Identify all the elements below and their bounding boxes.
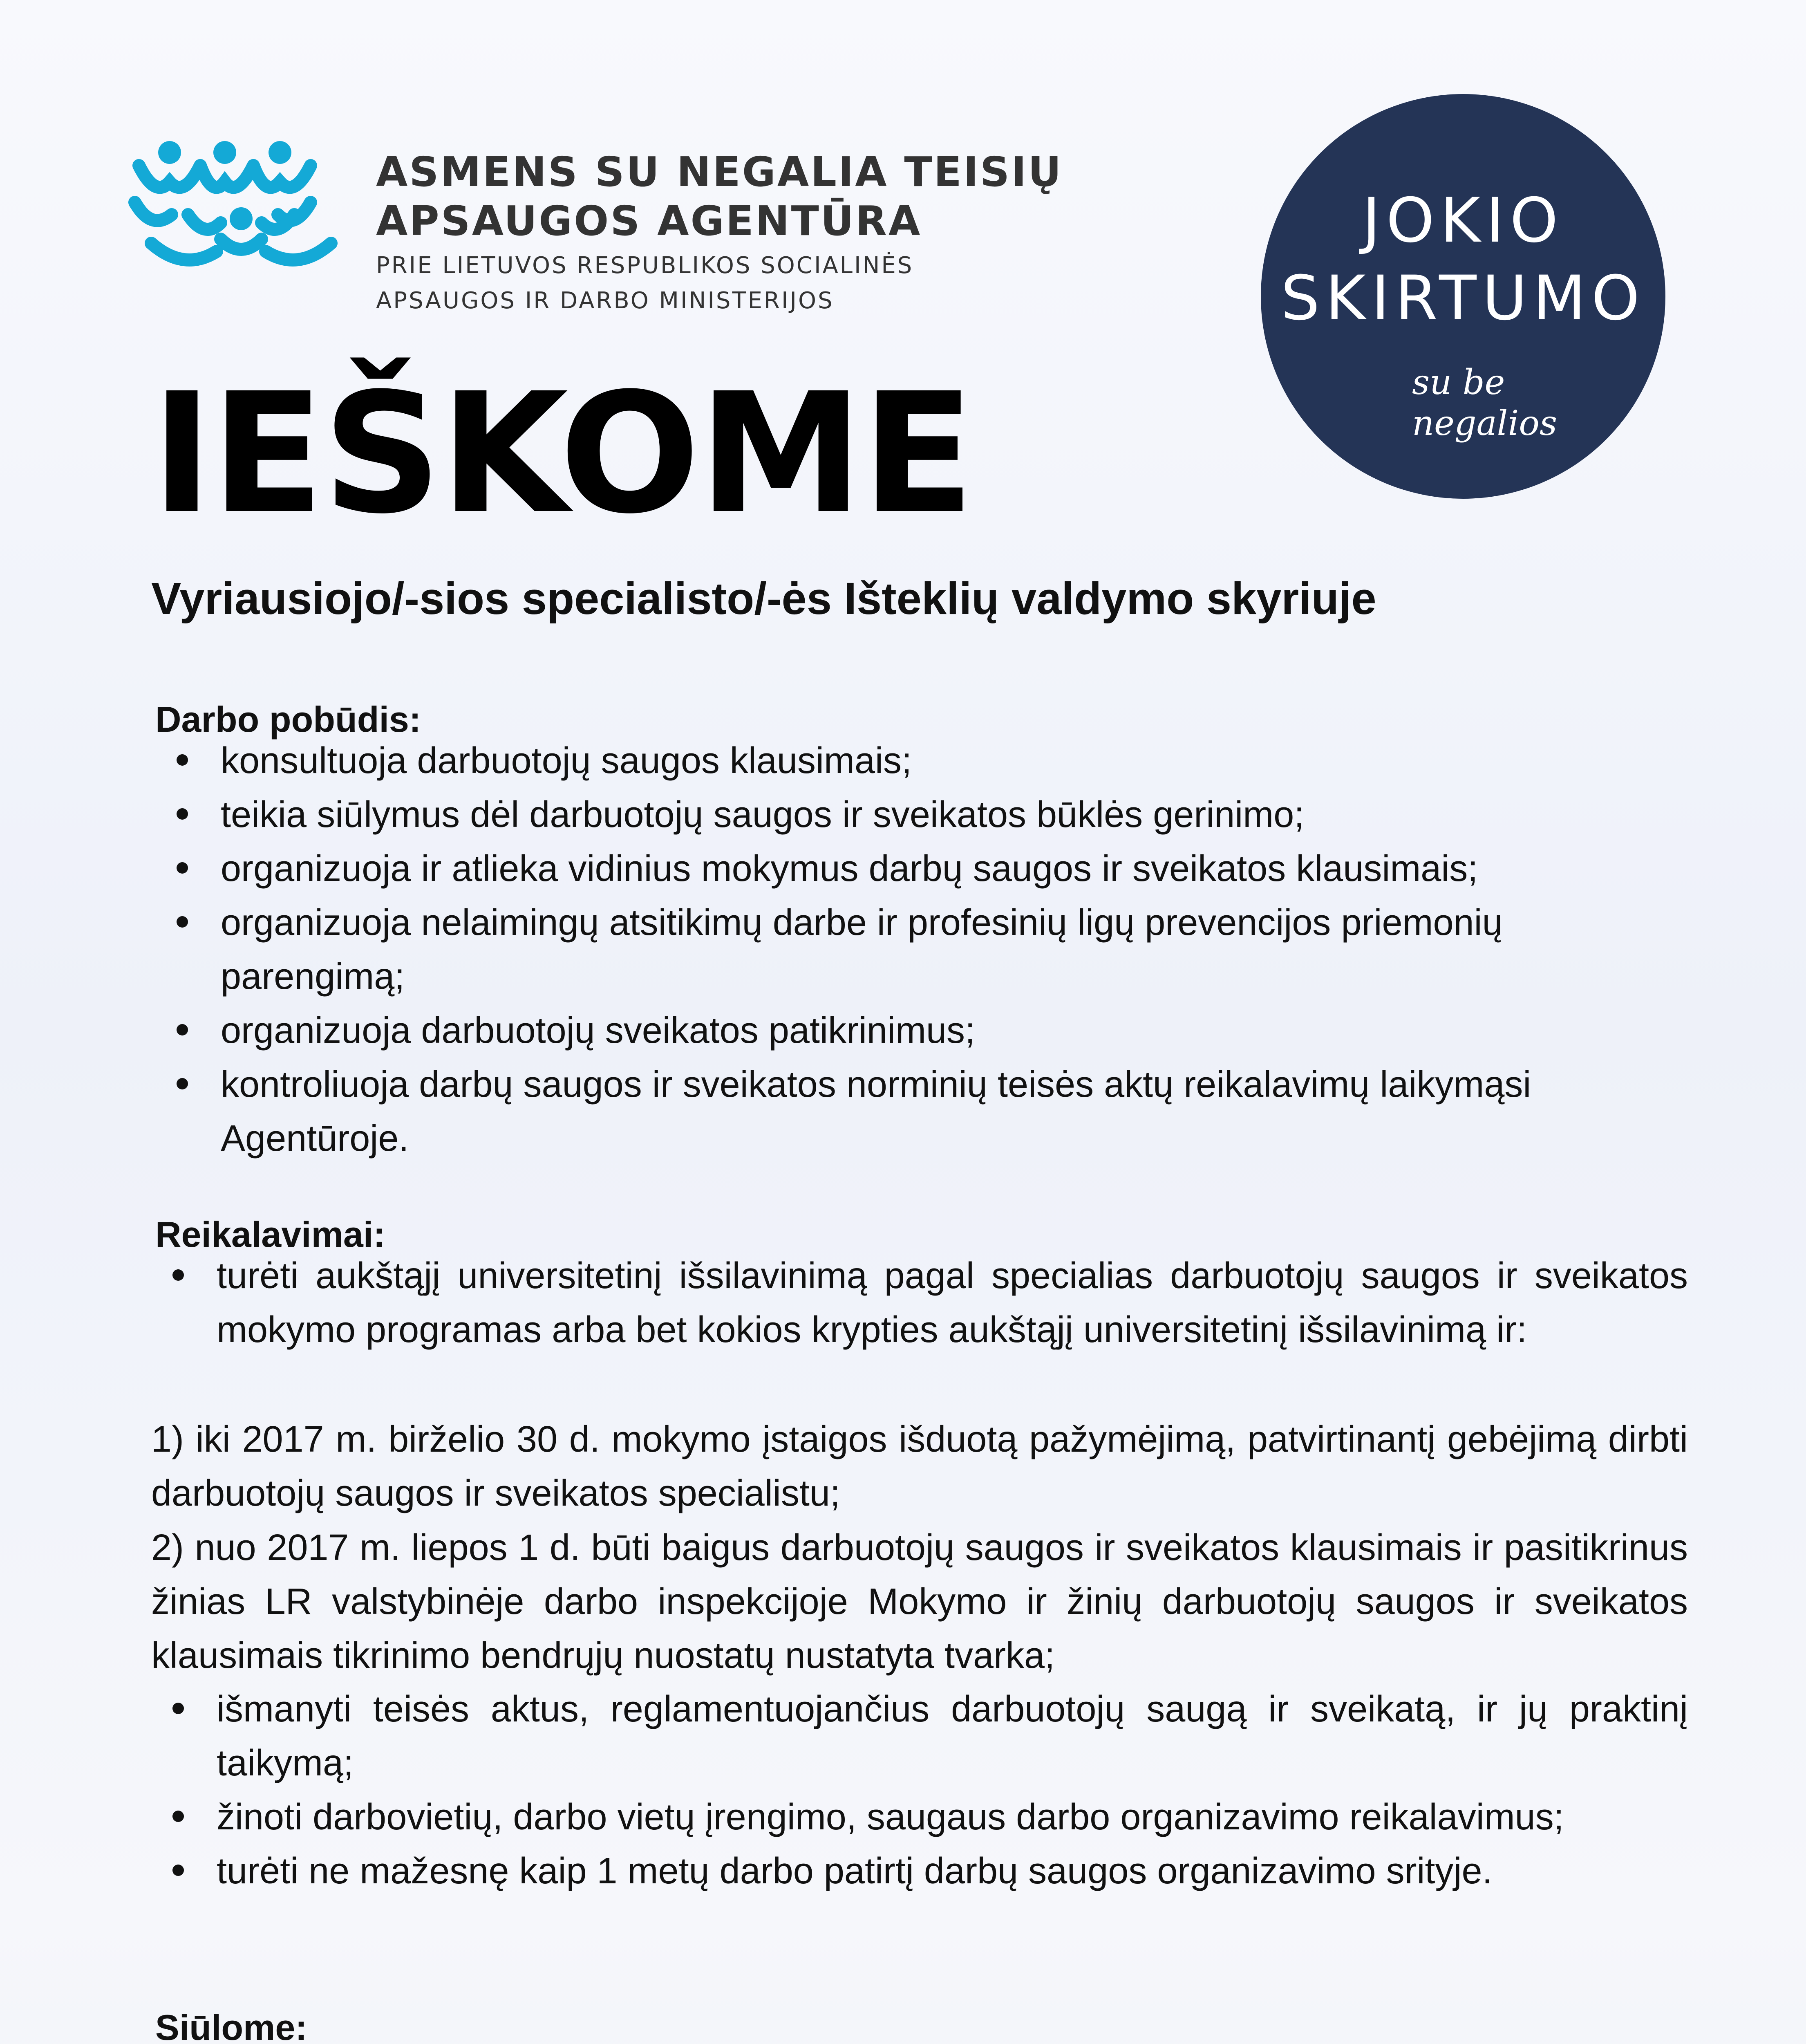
list-item: turėti ne mažesnę kaip 1 metų darbo patirtį darbų saugos organizavimo srityje. bbox=[151, 1844, 1688, 1898]
organization-subtitle-line2: APSAUGOS IR DARBO MINISTERIJOS bbox=[376, 287, 834, 314]
requirements-more-list bbox=[151, 1682, 1688, 1898]
campaign-badge bbox=[1261, 94, 1665, 499]
list-item: turėti aukštąjį universitetinį išsilavinimą pagal specialias darbuotojų saugos ir sveikatos mokymo programas arba bet kokios krypties aukštąjį universitetinį išsilavinimą ir: bbox=[151, 1249, 1688, 1357]
list-item: organizuoja darbuotojų sveikatos patikrinimus; bbox=[155, 1004, 1692, 1058]
list-item: kontroliuoja darbų saugos ir sveikatos norminių teisės aktų reikalavimų laikymąsi Agentūroje. bbox=[155, 1058, 1627, 1165]
duties-list bbox=[155, 734, 1692, 1165]
list-item: konsultuoja darbuotojų saugos klausimais; bbox=[155, 734, 1692, 788]
people-chain-logo-icon bbox=[127, 137, 356, 276]
badge-tagline: su be negalios bbox=[1412, 362, 1558, 443]
badge-line1: JOKIO bbox=[1362, 185, 1564, 256]
offer-label: Siūlome: bbox=[155, 2007, 307, 2044]
list-item: išmanyti teisės aktus, reglamentuojančius darbuotojų saugą ir sveikatą, ir jų praktinį taikymą; bbox=[151, 1682, 1688, 1790]
list-item: organizuoja nelaimingų atsitikimų darbe ir profesinių ligų prevencijos priemonių parengimą; bbox=[155, 896, 1545, 1004]
requirement-condition-2: 2) nuo 2017 m. liepos 1 d. būti baigus darbuotojų saugos ir sveikatos klausimais ir pasitikrinus žinias LR valstybinėje darbo inspekcijoje Mokymo ir žinių darbuotojų saugos ir sveikatos klausimais tikrinimo bendrųjų nuostatų nustatyta tvarka; bbox=[151, 1527, 1688, 1676]
requirements-label: Reikalavimai: bbox=[155, 1214, 385, 1255]
list-item: žinoti darbovietių, darbo vietų įrengimo, saugaus darbo organizavimo reikalavimus; bbox=[151, 1790, 1688, 1844]
page-title: IEŠKOME bbox=[151, 357, 973, 550]
requirement-condition-1: 1) iki 2017 m. birželio 30 d. mokymo įstaigos išduotą pažymėjimą, patvirtinantį gebėjimą dirbti darbuotojų saugos ir sveikatos specialistu; bbox=[151, 1419, 1688, 1514]
organization-subtitle-line1: PRIE LIETUVOS RESPUBLIKOS SOCIALINĖS bbox=[376, 252, 914, 279]
list-item: organizuoja ir atlieka vidinius mokymus darbų saugos ir sveikatos klausimais; bbox=[155, 842, 1692, 896]
list-item: teikia siūlymus dėl darbuotojų saugos ir sveikatos būklės gerinimo; bbox=[155, 788, 1692, 842]
organization-logo bbox=[127, 137, 356, 276]
badge-line2: SKIRTUMO bbox=[1280, 263, 1646, 334]
position-title: Vyriausiojo/-sios specialisto/-ės Išteklių valdymo skyriuje bbox=[151, 574, 1376, 624]
organization-name-line1: ASMENS SU NEGALIA TEISIŲ bbox=[376, 148, 1063, 196]
organization-name-line2: APSAUGOS AGENTŪRA bbox=[376, 197, 922, 245]
duties-label: Darbo pobūdis: bbox=[155, 699, 421, 740]
requirements-list bbox=[151, 1249, 1688, 1357]
